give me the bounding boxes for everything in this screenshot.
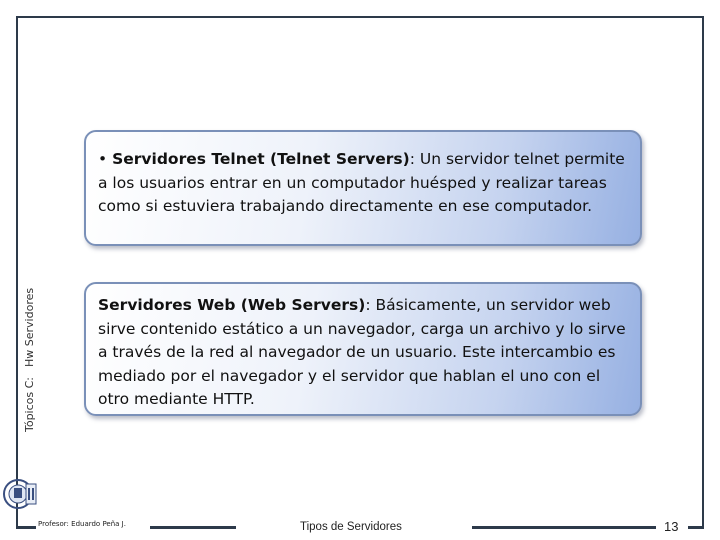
- footer-title: Tipos de Servidores: [300, 521, 402, 533]
- telnet-servers-box: [84, 130, 642, 246]
- telnet-servers-text: Un servidor telnet permite a los usuarios entrar en un computador huésped y realizar tareas como si estuviera trabajando directamente en ese computador.: [98, 150, 625, 215]
- footer-line-mid-left: [150, 526, 236, 529]
- university-logo-icon: [2, 474, 42, 514]
- side-label-topic: Hw Servidores: [23, 287, 36, 367]
- footer-line-right: [688, 526, 704, 529]
- frame-right-border: [702, 16, 704, 528]
- web-servers-paragraph: [98, 294, 628, 412]
- telnet-colon: :: [409, 150, 415, 168]
- bullet: •: [98, 150, 108, 168]
- web-servers-text: Básicamente, un servidor web sirve contenido estático a un navegador, carga un archivo y lo sirve a través de la red al navegador de un usuario. Este intercambio es mediado por el navegador y el servidor que hablan el uno con el otro mediante HTTP.: [98, 296, 626, 408]
- side-label-course: Tópicos C:: [23, 376, 36, 432]
- telnet-servers-term: Servidores Telnet (Telnet Servers): [112, 150, 410, 168]
- web-colon: :: [365, 296, 371, 314]
- web-servers-term: Servidores Web (Web Servers): [98, 296, 366, 314]
- web-servers-box: [84, 282, 642, 416]
- frame-left-border: [16, 16, 18, 528]
- telnet-servers-paragraph: [98, 148, 628, 219]
- side-label: [22, 232, 38, 432]
- footer-line-mid-right: [472, 526, 656, 529]
- frame-top-border: [16, 16, 704, 18]
- page-number: 13: [664, 519, 679, 534]
- footer-line-left: [16, 526, 36, 529]
- footer-professor: Profesor: Eduardo Peña J.: [38, 520, 126, 528]
